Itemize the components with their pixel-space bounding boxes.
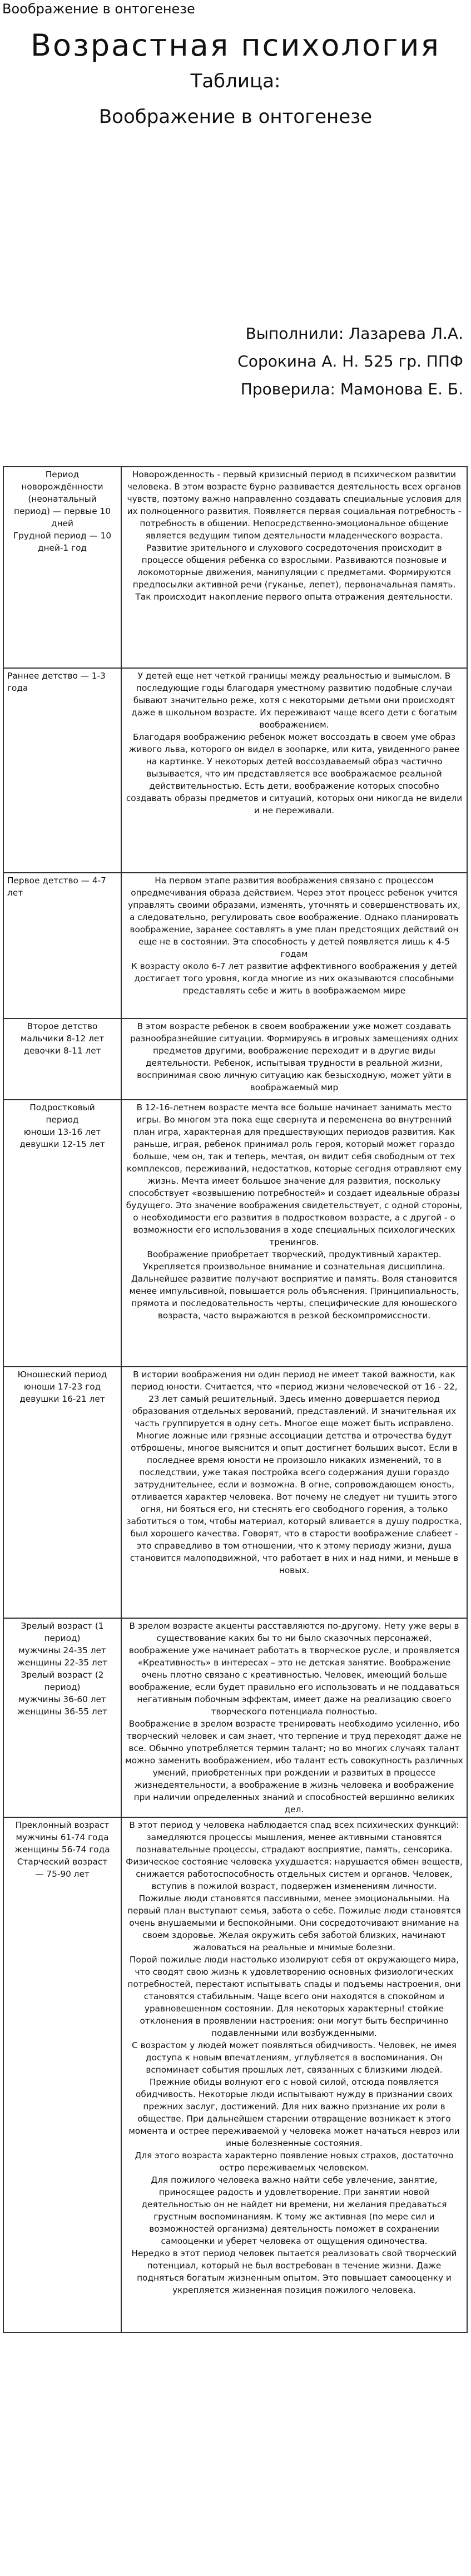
age-period-line: период [46, 1115, 79, 1125]
description-paragraph: В этот период у человека наблюдается спад всех психических функций: замедляются процессы мышления, менее активными становятся познавательные процессы, страдают восприятие, память, сенсорика. Физическое состояние человека ухудшается: нарушается обмен веществ, снижается работоспособность отдельных систем и органов. Человек, вступив в пожилой возраст, подвержен изменениям личности. [126, 1820, 463, 1891]
age-period-line: девушки 16-21 лет [19, 1394, 105, 1404]
description-paragraph: В 12-16-летнем возрасте мечта все больше начинает занимать место игры. Во многом эта пока еще свернута и переменена во внутренний план игра, характерная для предшествующих периодов развития. Как раньше, играя, ребенок принимал роль героя, который может гораздо больше, чем он, так и теперь, мечтая, он видит себя свободным от тех комплексов, переживаний, недостатков, которые сегодня отравляют ему жизнь. Мечта имеет большое значение для развития, поскольку способствует «возвышению потребностей» и создает идеальные образы будущего. Это значение воображения свидетельствует, с одной стороны, о необходимости его развития в подростковом возрасте, а с другой - о возможности его использования в ходе специальных психологических тренингов. [126, 1102, 463, 1247]
age-period-line: юноши 17-23 год [23, 1382, 101, 1392]
age-period-line: юноши 13-16 лет [23, 1127, 101, 1137]
age-period-line: мальчики 8-12 лет [20, 1034, 105, 1044]
age-period-line: Подростковый [29, 1102, 95, 1113]
age-period-line: Зрелый возраст (2 [21, 1670, 104, 1680]
authors-block [237, 320, 463, 403]
imagination-description-cell [121, 1018, 467, 1100]
age-period-line: Преклонный возраст [15, 1820, 110, 1830]
imagination-description-cell [121, 1618, 467, 1817]
age-period-line: период) — первые 10 [14, 506, 111, 516]
author-line: Проверила: Мамонова Е. Б. [240, 380, 463, 398]
age-period-cell [3, 1817, 121, 2332]
description-paragraph: В истории воображения ни один период не имеет такой важности, как период юности. Считается, что «период жизни человеческой от 16 - 22, 23 лет самый решительный. Здесь именно довершается период образования отдельных верований, представлений. И значительная их часть группируется в одну сеть. Многое еще может быть исправлено. Многие ложные или грязные ассоциации детства и отрочества будут отброшены, многое выяснится и опыт достигнет больших высот. Если в последнее время юности не произошло никаких изменений, то в последствии, уже такая постройка всего содержания души гораздо затруднительнее, если и возможна. В огне, сопровождающем юность, отливается характер человека. Вот почему не следует ни тушить этого огня, ни бояться его, ни стеснять его свободного горения, а только заботиться о том, чтобы материал, который вливается в душу подростка, был хорошего качества. Говорят, что в старости воображение слабеет - это справедливо в том отношении, что к этому периоду жизни, душа становится малоподвижной, что работает в них и над ними, и меньше в новых. [126, 1369, 462, 1575]
description-paragraph: Порой пожилые люди настолько изолируют себя от окружающего мира, что сводят свою жизнь к удовлетворению основных физиологических потребностей, перестают испытывать спады и подъемы настроения, они становятся стабильным. Чаще всего они находятся в спокойном и уравновешенном состоянии. Для некоторых характерны! стойкие отклонения в проявлении настроения: они могут быть беспричинно подавленными или возбужденными. [127, 1955, 461, 2038]
age-period-cell [3, 1618, 121, 1817]
age-period-line: дней [51, 518, 73, 528]
age-period-line: женщины 22-35 лет [17, 1658, 107, 1668]
description-paragraph: Для пожилого человека важно найти себе увлечение, занятие, приносящее радость и удовлетворение. При занятии новой деятельностью он не найдет ни времени, ни желания предаваться грустным воспоминаниям. К тому же активная (по мере сил и возможностей организма) деятельность поможет в сохранении самооценки и уберет человека от ощущения одиночества. [141, 2175, 447, 2246]
age-period-line: (неонатальный [28, 494, 97, 504]
table-row [3, 1367, 467, 1618]
age-period-line: женщины 36-55 лет [17, 1707, 107, 1717]
table-row [3, 873, 467, 1018]
description-paragraph: У детей еще нет четкой границы между реальностью и вымыслом. В последующие годы благодаря уместному развитию подобные случаи бывают значительно реже, хотя с некоторыми детьми они происходят даже в школьном возрасте. Их переживают чаще всего дети с богатым воображением. [131, 671, 457, 730]
age-period-cell [3, 467, 121, 668]
age-period-line: девочки 8-11 лет [23, 1046, 101, 1056]
description-paragraph: К возрасту около 6-7 лет развитие аффективного воображения у детей достигает того уровня, когда многие из них оказываются способными представлять себе и жить в воображаемом мире [131, 961, 457, 996]
age-period-cell [3, 1018, 121, 1100]
description-paragraph: Пожилые люди становятся пассивными, менее эмоциональными. На первый план выступают семья, забота о себе. Пожилые люди становятся очень внушаемыми и беспокойными. Они сосредоточивают внимание на своем здоровье. Желая окружить себя заботой близких, начинают жаловаться на реальные и мнимые болезни. [127, 1893, 461, 1952]
imagination-description-cell [121, 467, 467, 668]
description-paragraph: Благодаря воображению ребенок может воссоздать в своем уме образ живого льва, которого он видел в зоопарке, или кита, увиденного ранее на картинке. У некоторых детей воссоздаваемый образ частично вызывается, что им представляется все воображаемое реальной действительностью. Есть дети, воображение которых способно создавать образы предметов и ситуаций, которых они никогда не видели и не переживали. [126, 732, 463, 815]
age-period-line: лет [7, 888, 23, 898]
table-row [3, 1100, 467, 1367]
age-period-line: Второе детство [27, 1021, 98, 1031]
age-period-cell [3, 1367, 121, 1618]
age-period-cell [3, 1100, 121, 1367]
author-line: Сорокина А. Н. 525 гр. ППФ [237, 352, 463, 370]
imagination-description-cell [121, 1367, 467, 1618]
age-period-line: Первое детство — 4-7 [7, 876, 106, 886]
description-paragraph: Воображение приобретает творческий, продуктивный характер. Укрепляется произвольное внимание и сознательная дисциплина. Дальнейшее развитие получают восприятие и память. Воля становится менее импульсивной, повышается роль объяснения. Принципиальность, прямота и последовательность черты, специфические для юношеского возраста, часто выражаются в резкой бескомпромиссности. [129, 1249, 459, 1321]
age-period-line: Старческий возраст [17, 1857, 108, 1867]
imagination-description-cell [121, 1100, 467, 1367]
ontogenesis-table [3, 466, 468, 2333]
table-row [3, 1018, 467, 1100]
age-period-cell [3, 668, 121, 873]
description-paragraph: В зрелом возрасте акценты расставляются по-другому. Нету уже веры в существование каких бы то ни было сказочных персонажей, воображение уже начинает работать в творческое русле, и проявляется «Креативность» в интересах – это не детская занятие. Воображение очень плотно связано с креативностью. Человек, имеющий больше воображение, если будет правильно его использовать и не поддаваться негативным побочным эффектам, имеет даже на реализацию своего творческого потенциала полностью. [128, 1621, 460, 1717]
tab-title: Воображение в онтогенезе [2, 1, 195, 17]
age-period-line: мужчины 36-60 лет [18, 1694, 106, 1704]
age-period-line: Грудной период — 10 [13, 531, 112, 541]
age-period-line: новорождённости [21, 482, 103, 492]
table-row [3, 467, 467, 668]
age-period-cell [3, 873, 121, 1018]
imagination-description-cell [121, 873, 467, 1018]
description-paragraph: Новорожденность - первый кризисный период в психическом развитии человека. В этом возрасте бурно развивается деятельность всех органов чувств, поэтому важно направленно создавать специальные условия для их полноценного развития. Появляется первая социальная потребность - потребность в общении. Непосредственно-эмоциональное общение является ведущим типом деятельности младенческого возраста. Развитие зрительного и слухового сосредоточения происходит в процессе общения ребенка со взрослыми. Развиваются позновые и локомоторные движения, манипуляции с предметами. Формируются предпосылки активной речи (гуканье, лепет), первоначальная память. [127, 469, 462, 590]
age-period-line: мужчины 61-74 года [16, 1832, 109, 1842]
table-row [3, 1817, 467, 2332]
description-paragraph: Нередко в этот период человек пытается реализовать свой творческий потенциал, который не был востребован в течение жизни. Даже подняться богатым жизненным опытом. Это повышает самооценку и укрепляется жизненная позиция пожилого человека. [131, 2248, 457, 2295]
age-period-line: Период [45, 469, 80, 479]
description-paragraph: Так происходит накопление первого опыта отражения деятельности. [135, 592, 453, 602]
age-period-line: Раннее детство — 1-3 [7, 671, 106, 681]
age-period-line: период) [44, 1682, 81, 1692]
age-period-line: девушки 12-15 лет [19, 1139, 105, 1149]
age-period-line: года [7, 683, 28, 693]
imagination-description-cell [121, 668, 467, 873]
age-period-line: — 75-90 лет [35, 1869, 90, 1879]
description-paragraph: Для этого возраста характерно появление новых страхов, достаточно остро переживаемых человеком. [135, 2150, 454, 2173]
age-period-line: Юношеский период [17, 1369, 107, 1380]
description-paragraph: Воображение в зрелом возрасте тренировать необходимо усиленно, ибо творческий человек и сам знает, что терпение и труд переходят даже не все. Обычно употребляется термин талант; но во многих случаях талант можно заменить воображением, ибо талант есть совокупность различных умений, приобретенных при рождении и развитых в процессе жизнедеятельности, а воображение в жизнь человека и воображение при наличии определенных знаний и способностей вершинно великих дел. [125, 1719, 463, 1814]
table-row [3, 668, 467, 873]
description-paragraph: В этом возрасте ребенок в своем воображении уже может создавать разнообразнейшие ситуации. Формируясь в игровых замещениях одних предметов другими, воображение переходит и в другие виды деятельности. Ребенок, испытывая трудности в реальной жизни, воспринимая свою личную ситуацию как безысходную, может уйти в воображаемый мир [130, 1021, 459, 1092]
age-period-line: период) [44, 1633, 81, 1643]
author-line: Выполнили: Лазарева Л.А. [245, 324, 463, 343]
subtitle-table: Таблица: [190, 70, 281, 92]
description-paragraph: С возрастом у людей может появляться обидчивость. Человек, не имея доступа к новым впечатлениям, углубляется в воспоминания. Он вспоминает события прошлых лет, связанных с близкими людей. Прежние обиды волнуют его с новой силой, отсюда появляется обидчивость. Некоторые люди испытывают нужду в признании своих прежних заслуг, достижений. Для них важно признание их роли в обществе. При дальнейшем старении отвращение возникает к этого момента и острее переживаемой у человека может начаться невроз или иные болезненные состояния. [128, 2040, 460, 2148]
age-period-line: дней-1 год [37, 543, 87, 553]
table-row [3, 1618, 467, 1817]
imagination-description-cell [121, 1817, 467, 2332]
description-paragraph: На первом этапе развития воображения связано с процессом опредмечивания образа действием. Через этот процесс ребенок учится управлять своими образами, изменять, уточнять и совершенствовать их, а следовательно, регулировать свое воображение. Однако планировать воображение, заранее составлять в уме план предстоящих действий он еще не в состоянии. Эта способность у детей появляется лишь к 4-5 годам [128, 876, 460, 959]
age-period-line: женщины 56-74 года [14, 1845, 110, 1855]
age-period-line: Зрелый возраст (1 [21, 1621, 104, 1631]
age-period-line: мужчины 24-35 лет [18, 1645, 106, 1655]
subtitle-topic: Воображение в онтогенезе [98, 106, 373, 128]
page-title: Возрастная психология [31, 28, 440, 63]
